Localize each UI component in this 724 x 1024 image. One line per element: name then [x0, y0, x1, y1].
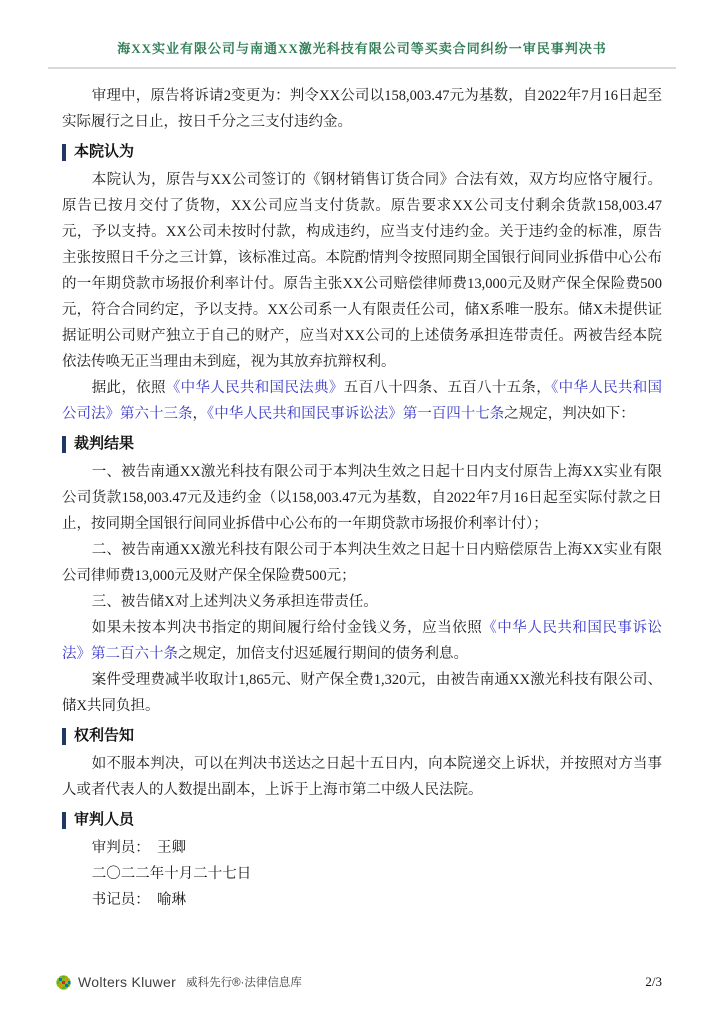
text-segment: 之规定，判决如下： — [504, 406, 635, 422]
text-segment: 本院认为，原告与XX公司签订的《钢材销售订货合同》合法有效，双方均应恪守履行。原告已按月交付了货物，XX公司应当支付货款。原告要求XX公司支付剩余货款158,003.47元，予以支持。XX公司未按时付款，构成违约，应当支付违约金。关于违约金的标准，原告主张按照日千分之三计算，该标准过高。本院酌情判令按照同期全国银行间同业拆借中心公布的一年期贷款市场报价利率计付。原告主张XX公司赔偿律师费13,000元及财产保全保险费500元，符合合同约定，予以支持。XX公司系一人有限责任公司，储X系唯一股东。储X未提供证据证明公司财产独立于自己的财产，应当对XX公司的上述债务承担连带责任。两被告经本院依法传唤无正当理由未到庭，视为其放弃抗辩权利。 — [62, 172, 662, 370]
text-segment: ， — [192, 406, 207, 422]
brand-name: Wolters Kluwer — [78, 974, 177, 990]
text-segment: 据此，依照 — [91, 380, 166, 396]
text-segment: 一、被告南通XX激光科技有限公司于本判决生效之日起十日内支付原告上海XX实业有限公司货款158,003.47元及违约金（以158,003.47元为基数，自2022年7月16日起至实际付款之日止，按同期全国银行间同业拆借中心公布的一年期贷款市场报价利率计付）； — [62, 464, 662, 532]
product-name: 威科先行®·法律信息库 — [186, 977, 302, 989]
document-title: 海XX实业有限公司与南通XX激光科技有限公司等买卖合同纠纷一审民事判决书 — [117, 41, 607, 56]
text-segment: 案件受理费减半收取计1,865元、财产保全费1,320元，由被告南通XX激光科技有限公司、储X共同负担。 — [62, 672, 662, 714]
section-bar-icon — [62, 812, 66, 829]
section-heading-judgment-result — [62, 434, 662, 454]
text-segment: 五百八十四条、五百八十五条， — [343, 380, 552, 396]
section-bar-icon — [62, 728, 66, 745]
section-heading-court-opinion — [62, 142, 662, 162]
section-heading-label: 本院认为 — [74, 143, 135, 160]
paragraph-court-opinion — [62, 167, 662, 375]
law-citation-link[interactable]: 《中华人民共和国民事诉讼法》第一百四十七条 — [207, 406, 505, 422]
paragraph-judgment-item-1 — [62, 459, 662, 537]
law-citation-link[interactable]: 《中华人民共和国民法典》 — [165, 380, 344, 396]
paragraph-judge-name — [62, 835, 662, 861]
paragraph-delayed-performance-interest — [62, 615, 662, 667]
paragraph-trial-claim-change — [62, 83, 662, 135]
section-heading-label: 权利告知 — [74, 727, 135, 744]
law-citation-link[interactable]: 《中华人民共和国公司法》第六十三条 — [62, 380, 663, 422]
section-heading-label: 审判人员 — [74, 811, 135, 828]
text-segment: 审理中，原告将诉请2变更为：判令XX公司以158,003.47元为基数，自2022年7月16日起至实际履行之日止，按日千分之三支付违约金。 — [62, 88, 662, 130]
paragraph-appeal-rights — [62, 751, 662, 803]
section-heading-judicial-panel — [62, 810, 662, 830]
text-segment: 审判员： 王卿 — [91, 840, 186, 856]
section-heading-label: 裁判结果 — [74, 435, 135, 452]
paragraph-legal-basis — [62, 375, 662, 427]
text-segment: 书记员： 喻琳 — [91, 892, 186, 908]
header-divider — [48, 67, 676, 69]
text-segment: 之规定，加倍支付迟延履行期间的债务利息。 — [178, 646, 468, 662]
section-bar-icon — [62, 144, 66, 161]
section-heading-rights-notice — [62, 726, 662, 746]
wolters-kluwer-logo-icon — [56, 975, 71, 990]
text-segment: 如果未按本判决书指定的期间履行给付金钱义务，应当依照 — [91, 620, 483, 636]
paragraph-clerk-name — [62, 887, 662, 913]
text-segment: 三、被告储X对上述判决义务承担连带责任。 — [91, 594, 378, 610]
paragraph-judgment-date — [62, 861, 662, 887]
law-citation-link[interactable]: 《中华人民共和国民事诉讼法》第二百六十条 — [62, 620, 662, 662]
text-segment: 二、被告南通XX激光科技有限公司于本判决生效之日起十日内赔偿原告上海XX实业有限公司律师费13,000元及财产保全保险费500元； — [62, 542, 662, 584]
paragraph-court-fees — [62, 667, 662, 719]
text-segment: 二〇二二年十月二十七日 — [91, 866, 252, 882]
text-segment: 如不服本判决，可以在判决书送达之日起十五日内，向本院递交上诉状，并按照对方当事人或者代表人的人数提出副本，上诉于上海市第二中级人民法院。 — [62, 756, 662, 798]
paragraph-judgment-item-3 — [62, 589, 662, 615]
section-bar-icon — [62, 436, 66, 453]
document-body — [48, 83, 676, 913]
page-footer — [56, 974, 662, 990]
page-number: 2/3 — [645, 974, 662, 989]
paragraph-judgment-item-2 — [62, 537, 662, 589]
